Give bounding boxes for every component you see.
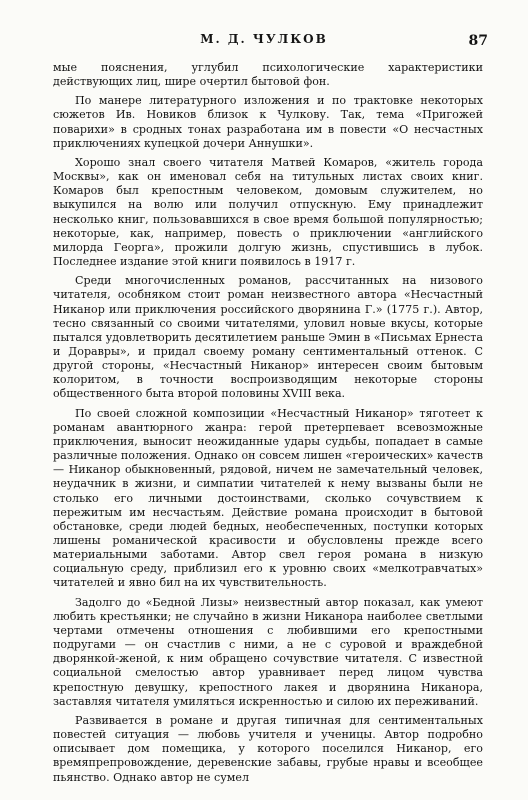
paragraph-komarov: Хорошо знал своего читателя Матвей Комаров, «житель города Москвы», как он именовал себя на титульных листах своих книг. Комаров был крепостным человеком, домовым служителем, но выкупился на волю или получил отпускную. Ему принадлежит несколько книг, пользовавшихся в свое время большой популярностью; некоторые, как, например, повесть о приключении «английского милорда Георга», прожили долгую жизнь, спустившись в лубок. Последнее издание этой книги появилось в 1917 г. <box>53 155 483 269</box>
paragraph-bednaya-liza: Задолго до «Бедной Лизы» неизвестный автор показал, как умеют любить крестьянки; не случайно в жизни Никанора наиболее светлыми чертами отмечены отношения с любившими его крепостными подругами — он счастлив с ними, а не с суровой и враждебной дворянкой-женой, к ним обращено сочувствие читателя. С известной социальной смелостью автор уравнивает перед лицом чувства крепостную девушку, крепостного лакея и дворянина Никанора, заставляя читателя умиляться искренностью и силою их переживаний. <box>53 595 483 708</box>
body-text <box>53 61 483 790</box>
paragraph-continued: мые пояснения, углубил психологические характеристики действующих лиц, шире очертил бытовой фон. <box>53 61 483 89</box>
paragraph-composition: По своей сложной композиции «Несчастный Никанор» тяготеет к романам авантюрного жанра: герой претерпевает всевозможные приключения, выносит неожиданные удары судьбы, попадает в самые различные положения. Однако он совсем лишен «героических» качеств — Никанор обыкновенный, рядовой, ничем не замечательный человек, неудачник в жизни, и симпатии читателей к нему вызваны были не столько его личными достоинствами, сколько сочувствием к пережитым им несчастьям. Действие романа происходит в бытовой обстановке, среди людей бедных, необеспеченных, поступки которых лишены романической красивости и обусловлены прежде всего материальными заботами. Автор свел героя романа в низкую социальную среду, приблизил его к уровню своих «мелкотравчатых» читателей и явно бил на их чувствительность. <box>53 406 483 590</box>
paragraph-novikov: По манере литературного изложения и по трактовке некоторых сюжетов Ив. Новиков близок к Чулкову. Так, тема «Пригожей поварихи» в сродных тонах разработана им в повести «О несчастных приключениях купецкой дочери Аннушки». <box>53 94 483 150</box>
running-title: М. Д. ЧУЛКОВ <box>200 32 328 46</box>
paragraph-neschastny-nikanor: Среди многочисленных романов, рассчитанных на низового читателя, особняком стоит роман неизвестного автора «Несчастный Никанор или приключения российского дворянина Г.» (1775 г.). Автор, тесно связанный со своими читателями, уловил новые вкусы, которые пытался удовлетворить десятилетием раньше Эмин в «Письмах Ернеста и Доравры», и придал своему роману сентиментальный оттенок. С другой стороны, «Несчастный Никанор» интересен своим бытовым колоритом, в точности воспроизводящим некоторые стороны общественного быта второй половины XVIII века. <box>53 274 483 401</box>
running-head <box>0 32 528 50</box>
page-number: 87 <box>468 33 488 49</box>
paragraph-teacher-student: Развивается в романе и другая типичная для сентиментальных повестей ситуация — любовь учителя и ученицы. Автор подробно описывает дом помещика, у которого поселился Никанор, его времяпрепровождение, деревенские забавы, грубые нравы и всеобщее пьянство. Однако автор не сумел <box>53 713 483 784</box>
